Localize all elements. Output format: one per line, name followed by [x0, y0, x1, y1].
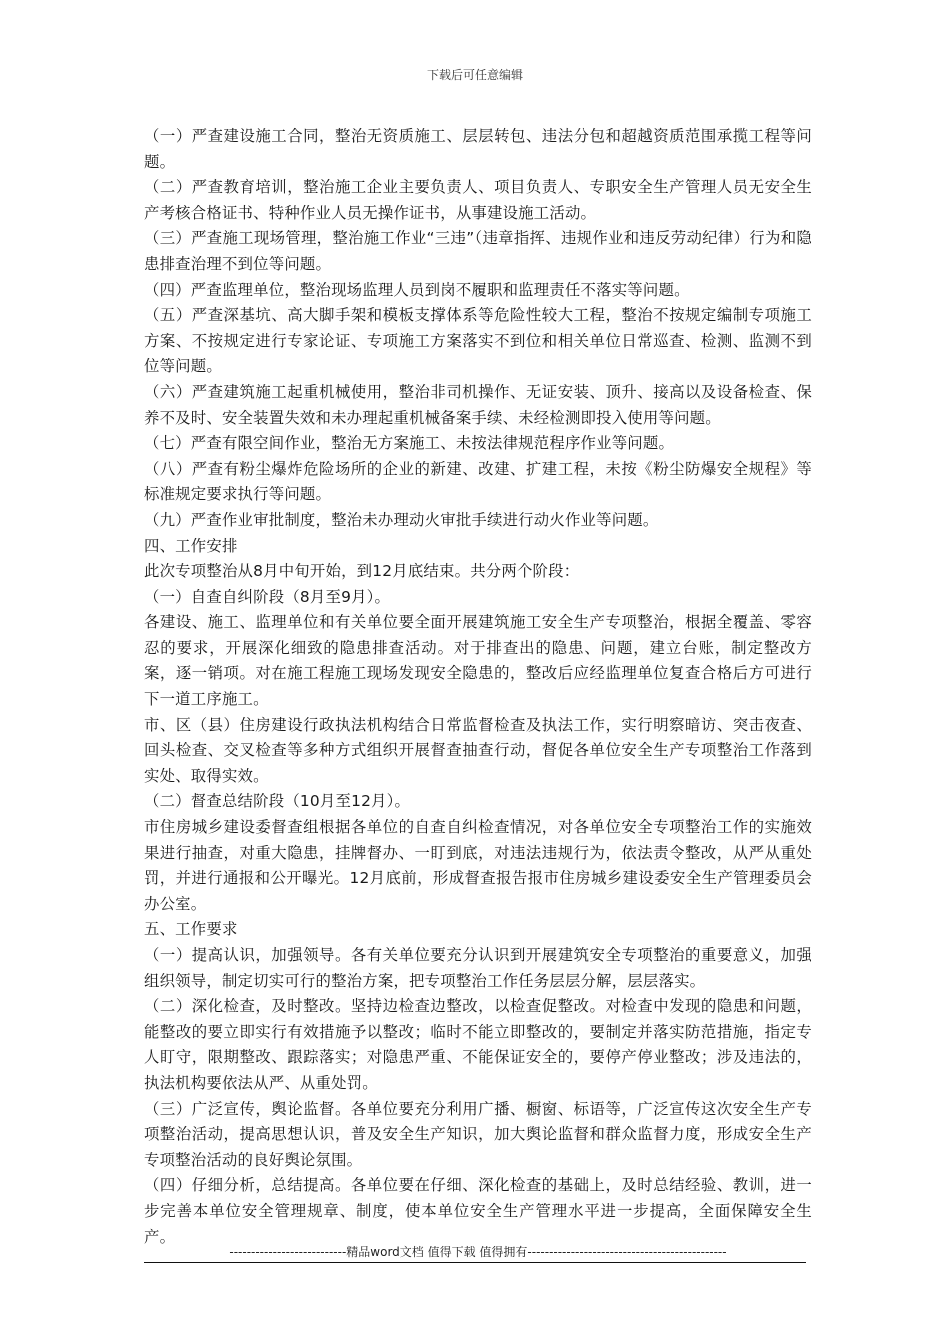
paragraph: （一）提高认识，加强领导。各有关单位要充分认识到开展建筑安全专项整治的重要意义，加强组织领导，制定切实可行的整治方案，把专项整治工作任务层层分解，层层落实。	[144, 946, 812, 990]
paragraph: （二）严查教育培训，整治施工企业主要负责人、项目负责人、专职安全生产管理人员无安全生产考核合格证书、特种作业人员无操作证书，从事建设施工活动。	[144, 178, 812, 222]
footer-divider	[144, 1262, 806, 1263]
paragraph: （八）严查有粉尘爆炸危险场所的企业的新建、改建、扩建工程，未按《粉尘防爆安全规程》等标准规定要求执行等问题。	[144, 459, 812, 504]
paragraph: 市、区（县）住房建设行政执法机构结合日常监督检查及执法工作，实行明察暗访、突击夜查、回头检查、交叉检查等多种方式组织开展督查抽查行动，督促各单位安全生产专项整治工作落到实处、取得实效。	[144, 715, 812, 785]
paragraph: （一）自查自纠阶段（8月至9月）。	[144, 587, 391, 606]
paragraph: （三）广泛宣传，舆论监督。各单位要充分利用广播、橱窗、标语等，广泛宣传这次安全生产专项整治活动，提高思想认识，普及安全生产知识，加大舆论监督和群众监督力度，形成安全生产专项整治活动的良好舆论氛围。	[144, 1099, 812, 1169]
paragraph: （九）严查作业审批制度，整治未办理动火审批手续进行动火作业等问题。	[144, 510, 659, 529]
paragraph: （二）督查总结阶段（10月至12月）。	[144, 792, 411, 811]
paragraph: （四）严查监理单位，整治现场监理人员到岗不履职和监理责任不落实等问题。	[144, 280, 690, 299]
paragraph: （七）严查有限空间作业，整治无方案施工、未按法律规范程序作业等问题。	[144, 434, 675, 453]
paragraph: （三）严查施工现场管理，整治施工作业“三违”（违章指挥、违规作业和违反劳动纪律）行为和隐患排查治理不到位等问题。	[144, 229, 812, 273]
paragraph: （二）深化检查，及时整改。坚持边检查边整改，以检查促整改。对检查中发现的隐患和问题，能整改的要立即实行有效措施予以整改；临时不能立即整改的，要制定并落实防范措施，指定专人盯守，限期整改、跟踪落实；对隐患严重、不能保证安全的，要停产停业整改；涉及违法的，执法机构要依法从严、从重处罚。	[144, 997, 812, 1092]
page-footer: ---------------------------精品word文档 值得下载 值得拥有----------------------------------------------	[229, 1245, 727, 1259]
paragraph: （四）仔细分析，总结提高。各单位要在仔细、深化检查的基础上，及时总结经验、教训，进一步完善本单位安全管理规章、制度，使本单位安全生产管理水平进一步提高，全面保障安全生产。	[144, 1176, 812, 1246]
paragraph: 此次专项整治从8月中旬开始，到12月底结束。共分两个阶段：	[144, 562, 580, 581]
section-heading: 五、工作要求	[144, 920, 238, 939]
section-heading: 四、工作安排	[144, 536, 238, 555]
paragraph: 市住房城乡建设委督查组根据各单位的自查自纠检查情况，对各单位安全专项整治工作的实施效果进行抽查，对重大隐患，挂牌督办、一盯到底，对违法违规行为，依法责令整改，从严从重处罚，并进行通报和公开曝光。12月底前，形成督查报告报市住房城乡建设委安全生产管理委员会办公室。	[144, 818, 812, 913]
paragraph: （五）严查深基坑、高大脚手架和模板支撑体系等危险性较大工程，整治不按规定编制专项施工方案、不按规定进行专家论证、专项施工方案落实不到位和相关单位日常巡查、检测、监测不到位等问题。	[144, 306, 812, 376]
paragraph: 各建设、施工、监理单位和有关单位要全面开展建筑施工安全生产专项整治，根据全覆盖、零容忍的要求，开展深化细致的隐患排查活动。对于排查出的隐患、问题，建立台账，制定整改方案，逐一销项。对在施工程施工现场发现安全隐患的，整改后应经监理单位复查合格后方可进行下一道工序施工。	[144, 613, 812, 709]
page-header: 下载后可任意编辑	[426, 68, 523, 82]
document-body	[144, 124, 812, 1250]
paragraph: （六）严查建筑施工起重机械使用，整治非司机操作、无证安装、顶升、接高以及设备检查、保养不及时、安全装置失效和未办理起重机械备案手续、未经检测即投入使用等问题。	[144, 382, 812, 427]
paragraph: （一）严查建设施工合同，整治无资质施工、层层转包、违法分包和超越资质范围承揽工程等问题。	[144, 127, 812, 171]
